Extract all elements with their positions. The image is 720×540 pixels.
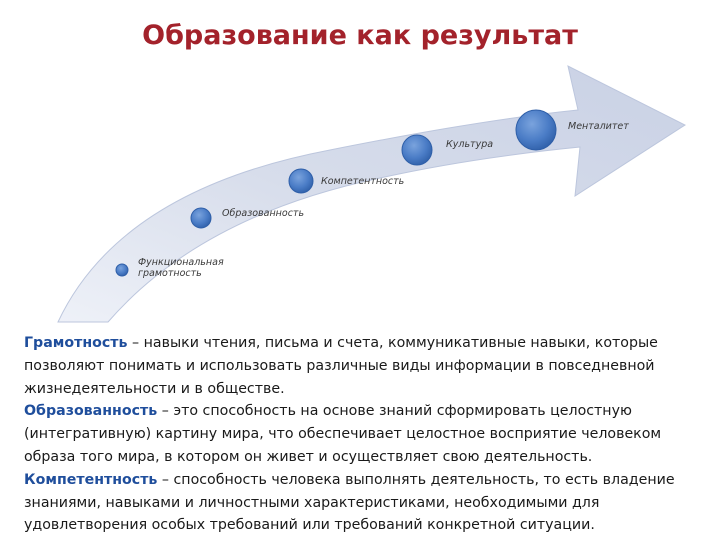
definition-text-obrazovannost: – это способность на основе знаний сформировать целостную (интегративную) картину мира, что обеспечивает целостное восприятие человеком образа того мира, в котором он живет и осуществляет свою деятельность. bbox=[24, 403, 662, 465]
stage-label-line: Функциональная bbox=[138, 257, 224, 268]
term-gramotnost: Грамотность bbox=[24, 335, 128, 351]
stage-label-4 bbox=[446, 139, 493, 150]
stage-label-5 bbox=[568, 121, 629, 132]
stage-label-1 bbox=[138, 257, 224, 279]
stage-label-3 bbox=[321, 176, 404, 187]
stage-label-line: Менталитет bbox=[568, 121, 629, 132]
slide-title: Образование как результат bbox=[142, 20, 578, 51]
curved-arrow-shape bbox=[58, 66, 685, 322]
stage-label-line: Культура bbox=[446, 139, 494, 150]
stage-node-5 bbox=[516, 110, 556, 150]
stage-node-4 bbox=[402, 135, 432, 165]
term-kompetentnost: Компетентность bbox=[24, 471, 158, 488]
stage-node-3 bbox=[289, 169, 313, 193]
stage-label-2 bbox=[222, 208, 304, 219]
definition-gramotnost bbox=[24, 332, 696, 400]
definition-text-gramotnost: – навыки чтения, письма и счета, коммуникативные навыки, которые позволяют понимать и использовать различные виды информации в повседневной жизнедеятельности и в обществе. bbox=[24, 335, 658, 397]
definition-kompetentnost bbox=[24, 469, 696, 537]
stage-node-2 bbox=[191, 208, 211, 228]
stage-label-line: грамотность bbox=[138, 268, 202, 279]
term-obrazovannost: Образованность bbox=[24, 403, 158, 420]
definitions-block bbox=[24, 332, 696, 537]
definition-text-kompetentnost: – способность человека выполнять деятельность, то есть владение знаниями, навыками и личностными характеристиками, необходимыми для удовлетворения особых требований или требований конкретной ситуации. bbox=[24, 471, 675, 534]
stage-label-line: Образованность bbox=[222, 208, 305, 219]
definition-obrazovannost bbox=[24, 400, 696, 468]
stage-label-line: Компетентность bbox=[321, 176, 405, 187]
stage-node-1 bbox=[116, 264, 128, 276]
